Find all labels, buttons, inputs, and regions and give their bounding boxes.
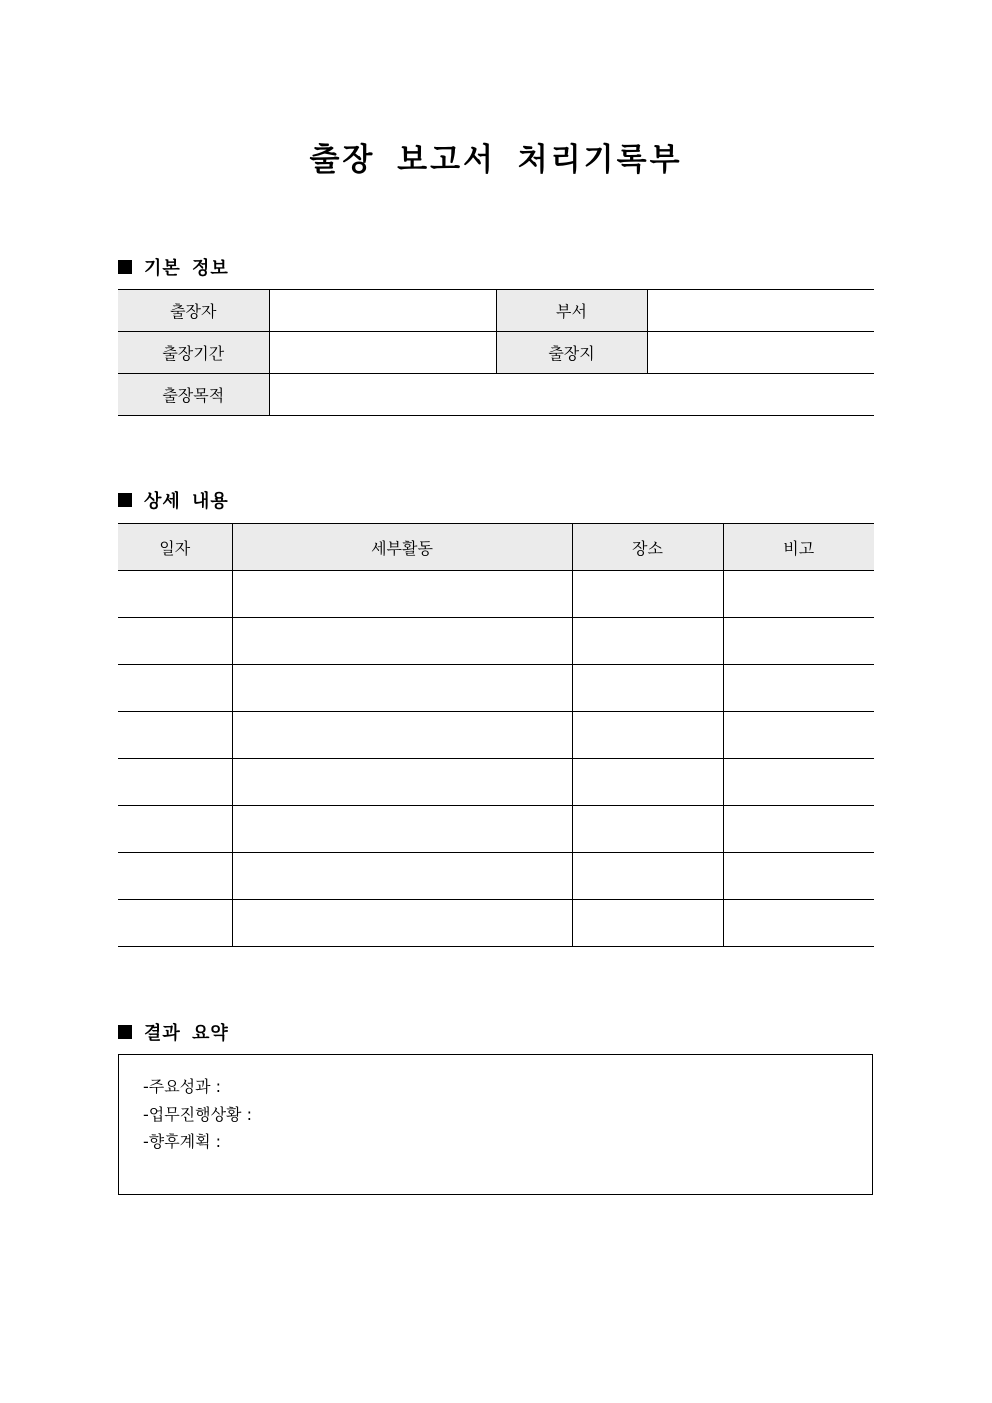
location-cell[interactable]: [572, 618, 723, 665]
activity-cell[interactable]: [232, 712, 572, 759]
table-row: [118, 332, 874, 374]
remarks-cell[interactable]: [723, 665, 874, 712]
basic-info-table: [118, 289, 874, 416]
activity-cell[interactable]: [232, 665, 572, 712]
key-achievements-line: -주요성과 :: [143, 1077, 222, 1096]
date-cell[interactable]: [118, 900, 232, 947]
traveler-label: 출장자: [118, 290, 269, 332]
remarks-cell[interactable]: [723, 712, 874, 759]
basic-info-heading: [118, 254, 229, 280]
activity-cell[interactable]: [232, 900, 572, 947]
date-cell[interactable]: [118, 853, 232, 900]
trip-period-field[interactable]: [269, 332, 496, 374]
square-bullet-icon: [118, 260, 132, 274]
summary-heading: [118, 1019, 229, 1045]
destination-field[interactable]: [647, 332, 874, 374]
date-cell[interactable]: [118, 618, 232, 665]
date-cell[interactable]: [118, 712, 232, 759]
activity-cell[interactable]: [232, 571, 572, 618]
summary-box[interactable]: [118, 1054, 873, 1195]
location-cell[interactable]: [572, 712, 723, 759]
location-cell[interactable]: [572, 853, 723, 900]
remarks-cell[interactable]: [723, 618, 874, 665]
table-row: [118, 759, 874, 806]
date-cell[interactable]: [118, 571, 232, 618]
remarks-cell[interactable]: [723, 571, 874, 618]
activity-cell[interactable]: [232, 759, 572, 806]
table-row: [118, 618, 874, 665]
date-cell[interactable]: [118, 665, 232, 712]
basic-info-heading-text: 기본 정보: [144, 258, 229, 279]
activity-cell[interactable]: [232, 806, 572, 853]
column-header-date: 일자: [118, 524, 232, 571]
date-cell[interactable]: [118, 759, 232, 806]
page-title: 출장 보고서 처리기록부: [309, 142, 683, 178]
square-bullet-icon: [118, 1025, 132, 1039]
location-cell[interactable]: [572, 571, 723, 618]
remarks-cell[interactable]: [723, 759, 874, 806]
table-row: [118, 665, 874, 712]
location-cell[interactable]: [572, 900, 723, 947]
details-heading: [118, 487, 229, 513]
table-row: [118, 571, 874, 618]
future-plan-line: -향후계획 :: [143, 1132, 222, 1151]
remarks-cell[interactable]: [723, 900, 874, 947]
location-cell[interactable]: [572, 806, 723, 853]
remarks-cell[interactable]: [723, 806, 874, 853]
table-row: [118, 806, 874, 853]
department-field[interactable]: [647, 290, 874, 332]
traveler-field[interactable]: [269, 290, 496, 332]
trip-purpose-label: 출장목적: [118, 374, 269, 416]
trip-purpose-field[interactable]: [269, 374, 874, 416]
column-header-activity: 세부활동: [232, 524, 572, 571]
table-row: [118, 900, 874, 947]
date-cell[interactable]: [118, 806, 232, 853]
activity-cell[interactable]: [232, 853, 572, 900]
details-table: [118, 523, 874, 947]
column-header-location: 장소: [572, 524, 723, 571]
summary-heading-text: 결과 요약: [144, 1023, 229, 1044]
work-progress-line: -업무진행상황 :: [143, 1104, 252, 1124]
table-row: [118, 374, 874, 416]
department-label: 부서: [496, 290, 647, 332]
remarks-cell[interactable]: [723, 853, 874, 900]
table-row: [118, 712, 874, 759]
column-header-remarks: 비고: [723, 524, 874, 571]
details-heading-text: 상세 내용: [144, 491, 229, 512]
location-cell[interactable]: [572, 665, 723, 712]
table-row: [118, 290, 874, 332]
table-row: [118, 853, 874, 900]
activity-cell[interactable]: [232, 618, 572, 665]
destination-label: 출장지: [496, 332, 647, 374]
table-header-row: [118, 524, 874, 571]
trip-period-label: 출장기간: [118, 332, 269, 374]
location-cell[interactable]: [572, 759, 723, 806]
square-bullet-icon: [118, 493, 132, 507]
